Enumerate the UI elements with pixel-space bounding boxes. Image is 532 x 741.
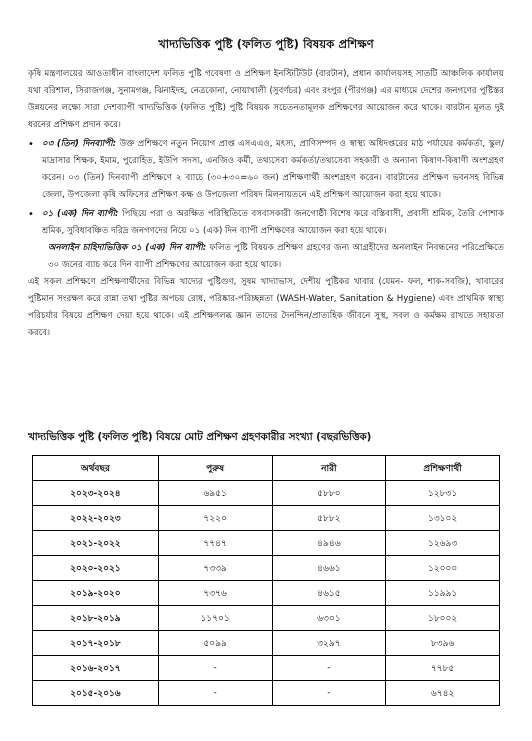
header-male: পুরুষ (158, 456, 272, 481)
table-title: খাদ্যভিত্তিক পুষ্টি (ফলিত পুষ্টি) বিষয়ে মোট প্রশিক্ষণ গ্রহণকারীর সংখ্যা (বছরভিত্তিক) (28, 431, 372, 443)
cell-total: ৭৭৮৫ (386, 656, 500, 681)
cell-female: ৬৩০১ (272, 606, 386, 631)
cell-female: ৪৬৬১ (272, 556, 386, 581)
cell-year: ২০২৩-২০২৪ (33, 481, 159, 506)
online-text: ফলিত পুষ্টি বিষয়ক প্রশিক্ষণ গ্রহণের জন্য আগ্রহীদের অনলাইন নিবন্ধনের পরিপ্রেক্ষিতে ৩০ জনের ব্যাচ করে দিন ব্যাপী প্রশিক্ষণের আয়োজন করা হয়ে থাকে। (48, 243, 504, 270)
bullet-one-day (28, 206, 504, 240)
cell-male: ৫০৯৯ (158, 631, 272, 656)
table-header-row (33, 456, 500, 481)
cell-male: - (158, 656, 272, 681)
table-row (33, 506, 500, 531)
cell-female: ৫৮৮০ (272, 481, 386, 506)
page-title: খাদ্যভিত্তিক পুষ্টি (ফলিত পুষ্টি) বিষয়ক প্রশিক্ষণ (158, 37, 374, 51)
table-row (33, 531, 500, 556)
bullet-text: উক্ত প্রশিক্ষণে নতুন নিয়োগ প্রাপ্ত এসএএও, মৎস্য, প্রাণিসম্পদ ও স্বাস্থ্য অধিদপ্তরের মাঠ পর্যায়ের কর্মকর্তা, স্কুল/মাদ্রাসার শিক্ষক, ইমাম, পুরোহিত, ইউপি সদস্য, এনজিও কর্মী, তথ্যসেবা কর্মকর্তা/তথ্যসেবা সহকারী ও অন্যান্য কিষাণ-কিষাণী অংশগ্রহণ করেন। ০৩ (তিন) দিনব্যাপী প্রশিক্ষণে ২ ব্যাচে (৩০+৩০=৬০ জন) প্রশিক্ষণার্থী অংশগ্রহণ করেন। বারটানের প্রশিক্ষণ ভবনসহ বিভিন্ন জেলা, উপজেলা কৃষি অফিসের প্রশিক্ষণ কক্ষ ও উপজেলা পরিষদ মিলনায়তনে এই প্রশিক্ষণ আয়োজন করা হয়ে থাকে। (42, 139, 505, 200)
header-total-trainees: প্রশিক্ষণার্থী (386, 456, 500, 481)
closing-paragraph: এই সকল প্রশিক্ষণে প্রশিক্ষণার্থীদের বিভিন্ন খাদ্যের পুষ্টিগুণ, সুষম খাদ্যাভাস, দেশীয় পুষ্টিকর খাবার (যেমন- ফল, শাক-সবজি), খাবারের পুষ্টিমান সংরক্ষণ করে রান্না তথা পুষ্টির অপচয় রোধ, পরিষ্কার-পরিচ্ছন্নতা (WASH-Water, Sanitation & Hygiene) এবং প্রাথমিক স্বাস্থ্য পরিচর্যার বিষয়ে প্রশিক্ষণ দেয়া হয়ে থাকে। এই প্রশিক্ষণলব্ধ জ্ঞান তাদের দৈনন্দিন/প্রাত্যহিক জীবনে সুস্থ, সবল ও কর্মক্ষম রাখতে সহায়তা করবে। (28, 277, 504, 338)
cell-male: ৬৯৫১ (158, 481, 272, 506)
cell-total: ৬৭৪২ (386, 681, 500, 706)
cell-total: ৮৩৯৬ (386, 631, 500, 656)
cell-male: ৭২২০ (158, 506, 272, 531)
cell-year: ২০২১-২০২২ (33, 531, 159, 556)
table-row (33, 606, 500, 631)
cell-total: ১৩১০২ (386, 506, 500, 531)
table-row (33, 681, 500, 706)
bullet-dot-icon: • (28, 139, 34, 150)
cell-female: ৪৯৪৬ (272, 531, 386, 556)
header-fiscal-year: অর্থবছর (33, 456, 159, 481)
cell-female: ৫৮৮২ (272, 506, 386, 531)
cell-total: ১৮০০২ (386, 606, 500, 631)
body-text (28, 66, 504, 342)
intro-paragraph: কৃষি মন্ত্রণালয়ের আওতাধীন বাংলাদেশ ফলিত পুষ্টি গবেষণা ও প্রশিক্ষণ ইনস্টিটিউট (বারটান), প্রধান কার্যালয়সহ সাতটি আঞ্চলিক কার্যালয় যথা বরিশাল, সিরাজগঞ্জ, সুনামগঞ্জ, ঝিনাইদহ, নেত্রকোনা, নোয়াখালী (সুবর্ণচর) এবং রংপুর (পীরগঞ্জ) এর মাধ্যমে দেশের জনগণের পুষ্টিস্তর উন্নয়নের লক্ষ্যে সারা দেশব্যাপী খাদ্যভিত্তিক (ফলিত পুষ্টি) পুষ্টি বিষয়ক সচেতনতামূলক প্রশিক্ষণের আয়োজন করে থাকে। বারটান মূলত দুই ধরনের প্রশিক্ষণ প্রদান করে। (28, 69, 504, 130)
bullet-three-day (28, 136, 504, 204)
cell-total: ১১৯৯১ (386, 581, 500, 606)
training-stats-table (32, 455, 500, 706)
cell-male: ৭৭৪৭ (158, 531, 272, 556)
cell-year: ২০১৭-২০১৮ (33, 631, 159, 656)
cell-total: ১২৬৯৩ (386, 531, 500, 556)
cell-year: ২০১৯-২০২০ (33, 581, 159, 606)
bullet-label: ০১ (এক) দিন ব্যাপী: (42, 209, 119, 219)
cell-female: - (272, 681, 386, 706)
cell-year: ২০১৫-২০১৬ (33, 681, 159, 706)
table-row (33, 556, 500, 581)
cell-male: - (158, 681, 272, 706)
table-row (33, 656, 500, 681)
cell-total: ১২০০০ (386, 556, 500, 581)
bullet-dot-icon: • (28, 209, 34, 220)
bullet-text: পিছিয়ে পরা ও অরক্ষিত পরিস্থিতিতে বসবাসকারী জনগোষ্ঠী বিশেষ করে বস্তিবাসী, প্রবাসী শ্রমিক, তৈরি পোশাক শ্রমিক, সুবিধাবঞ্চিত দরিদ্র জনগণদের নিয়ে ০১ (এক) দিন ব্যাপী প্রশিক্ষণের আয়োজন করা হয়ে থাকে। (42, 209, 504, 236)
online-label: অনলাইন চাহিদাভিত্তিক ০১ (এক) দিন ব্যাপী: (48, 243, 207, 253)
cell-year: ২০১৬-২০১৭ (33, 656, 159, 681)
table-row (33, 581, 500, 606)
cell-male: ৭৩৭৬ (158, 581, 272, 606)
cell-male: ১১৭০১ (158, 606, 272, 631)
bullet-label: ০৩ (তিন) দিনব্যাপী: (42, 139, 117, 149)
table-row (33, 481, 500, 506)
table-row (33, 631, 500, 656)
cell-male: ৭৩৩৯ (158, 556, 272, 581)
online-paragraph (28, 240, 504, 274)
cell-year: ২০২২-২০২৩ (33, 506, 159, 531)
cell-year: ২০২০-২০২১ (33, 556, 159, 581)
header-female: নারী (272, 456, 386, 481)
cell-female: ৩২৯৭ (272, 631, 386, 656)
cell-female: - (272, 656, 386, 681)
cell-total: ১২৮৩১ (386, 481, 500, 506)
cell-female: ৪৬১৫ (272, 581, 386, 606)
cell-year: ২০১৮-২০১৯ (33, 606, 159, 631)
